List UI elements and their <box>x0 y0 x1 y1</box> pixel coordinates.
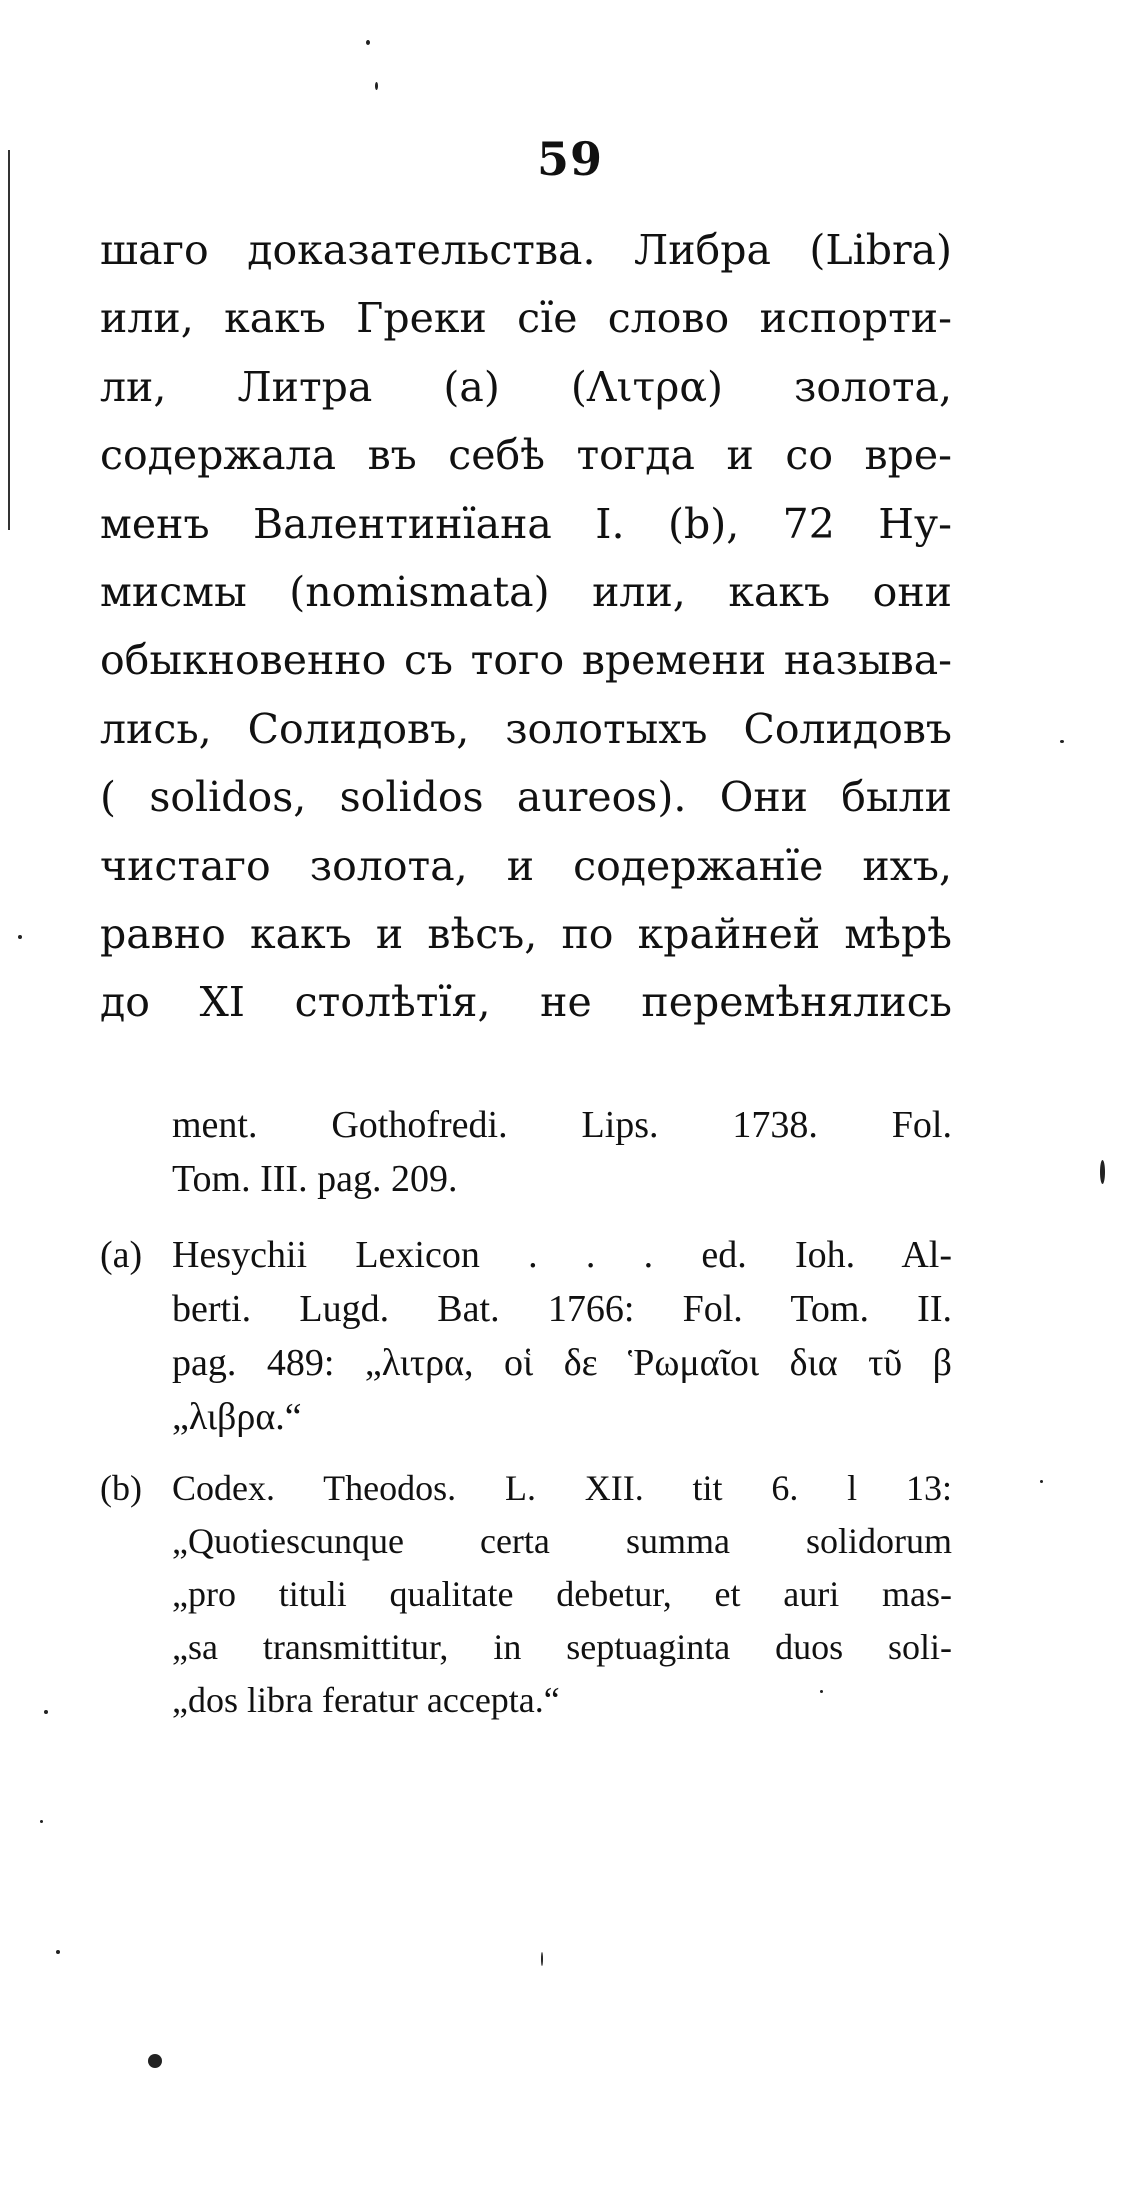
main-text-line: до XI столѣтïя, не перемѣнялись <box>100 978 952 1027</box>
footnote-line: Tom. III. pag. 209. <box>172 1158 458 1200</box>
footnote-line: „sa transmittitur, in septuaginta duos soli- <box>172 1627 952 1667</box>
footnote-line: „dos libra feratur accepta.“ <box>172 1680 560 1720</box>
footnote-line: „pro tituli qualitate debetur, et auri mas- <box>172 1574 952 1614</box>
footnote-line: „λιβρα.“ <box>172 1396 302 1438</box>
footnote-continuation <box>100 1098 952 1206</box>
footnote-line: Hesychii Lexicon . . . ed. Ioh. Al- <box>172 1234 952 1276</box>
footnotes <box>100 1098 952 1727</box>
main-text-line: ( solidos, solidos aureos). Они были <box>100 773 952 822</box>
ink-speck <box>40 1820 43 1823</box>
main-text-line: чистаго золота, и содержанïе ихъ, <box>100 841 952 890</box>
footnote-line: pag. 489: „λιτρα, οἱ δε Ῥωμαῖοι δια τῦ β <box>172 1342 952 1384</box>
footnote-a <box>100 1228 952 1444</box>
main-text-line: содержала въ себѣ тогда и со вре- <box>100 431 952 480</box>
footnote-line: ment. Gothofredi. Lips. 1738. Fol. <box>172 1104 952 1146</box>
ink-speck <box>18 935 22 939</box>
page-number: 59 <box>536 132 603 186</box>
ink-speck <box>820 1690 823 1693</box>
main-text-line: обыкновенно съ того времени называ- <box>100 636 952 685</box>
ink-speck <box>375 82 378 90</box>
ink-speck <box>541 1952 543 1966</box>
main-text-line: равно какъ и вѣсъ, по крайней мѣрѣ <box>100 910 952 959</box>
main-text-line: менъ Валентинïана I. (b), 72 Ну- <box>100 499 952 548</box>
ink-speck <box>44 1710 48 1714</box>
main-text-line: или, какъ Греки сïе слово испорти- <box>100 294 952 343</box>
left-margin-rule <box>8 150 10 530</box>
ink-speck <box>366 40 370 45</box>
footnote-line: berti. Lugd. Bat. 1766: Fol. Tom. II. <box>172 1288 952 1330</box>
main-text-line: ли, Литра (а) (Λιτρα) золота, <box>100 362 952 411</box>
ink-speck <box>1100 1160 1105 1184</box>
ink-speck <box>148 2054 162 2068</box>
ink-speck <box>1040 1480 1043 1483</box>
footnote-marker: (a) <box>100 1234 143 1276</box>
footnote-line: Codex. Theodos. L. XII. tit 6. l 13: <box>172 1468 952 1508</box>
main-text-line: лись, Солидовъ, золотыхъ Солидовъ <box>100 704 952 753</box>
ink-speck <box>56 1950 60 1954</box>
main-text <box>100 216 952 1037</box>
ink-speck <box>1060 740 1064 743</box>
footnote-marker: (b) <box>100 1468 142 1508</box>
main-text-line: мисмы (nomismata) или, какъ они <box>100 568 952 617</box>
footnote-line: „Quotiescunque certa summa solidorum <box>172 1521 952 1561</box>
main-text-line: шаго доказательства. Либра (Libra) <box>100 226 952 274</box>
footnote-b <box>100 1462 952 1727</box>
